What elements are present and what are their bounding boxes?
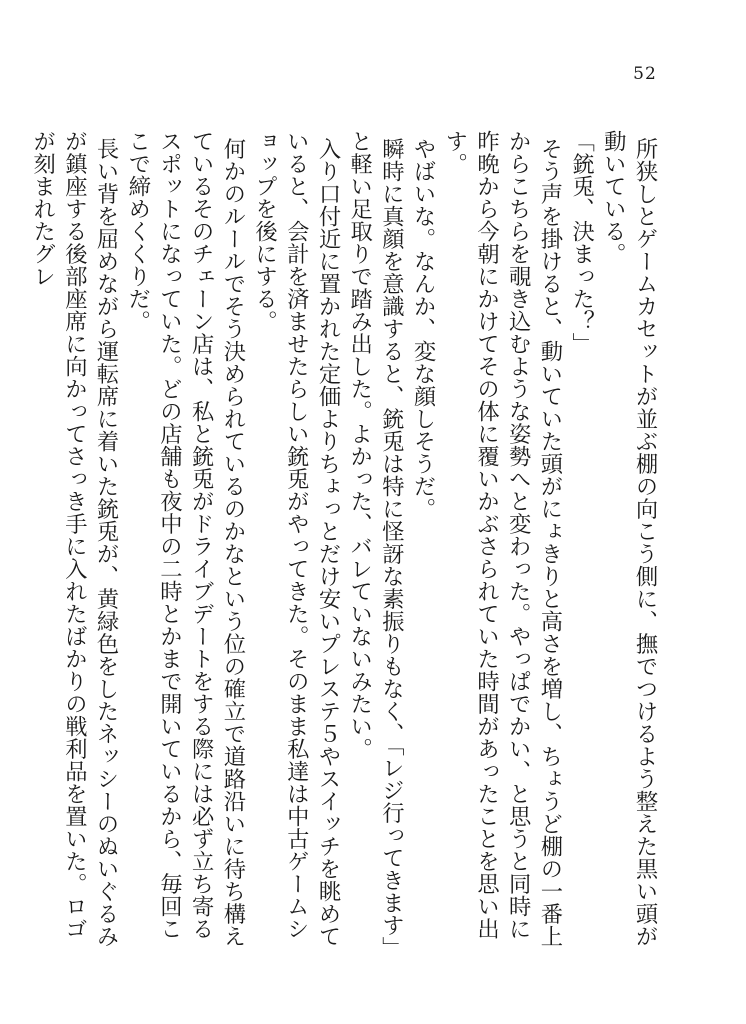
paragraph: 瞬時に真顔を意識すると、銃兎は特に怪訝な素振りもなく、「レジ行ってきます」と軽い足取りで踏み出した。よかった、バレていないみたい。	[346, 130, 405, 948]
paragraph: 長い背を屈めながら運転席に着いた銃兎が、黄緑色をしたネッシーのぬいぐるみが鎮座する後部座席に向かってさっき手に入れたばかりの戦利品を置いた。ロゴが刻まれたグレ	[29, 130, 120, 948]
paragraph: やばいな。なんか、変な顔しそうだ。	[410, 130, 437, 520]
page-number: 52	[633, 64, 657, 84]
paragraph: 何かのルールでそう決められているのかなという位の確立で道路沿いに待ち構えているそのチェーン店は、私と銃兎がドライブデートをする際には必ず立ち寄るスポットになっていた。どの店舗も夜中の二時とかまで開いているから、毎回ここで締めくくりだ。	[124, 130, 246, 948]
paragraph: 入り口付近に置かれた定価よりちょっとだけ安いプレステ５やスイッチを眺めていると、会計を済ませたらしい銃兎がやってきた。そのまま私達は中古ゲームショップを後にする。	[251, 130, 341, 948]
vertical-text-body	[26, 130, 660, 950]
paragraph: 「銃兎、決まった？」	[568, 130, 595, 355]
paragraph: そう声を掛けると、動いていた頭がにょきりと高さを増し、ちょうど棚の一番上からこちらを覗き込むような姿勢へと変わった。やっぱでかい、と思うと同時に昨晩から今朝にかけてその体に覆いかぶさられていた時間があったことを思い出す。	[441, 130, 563, 948]
paragraph: 所狭しとゲームカセットが並ぶ棚の向こう側に、撫でつけるよう整えた黒い頭が動いている。	[600, 130, 658, 948]
